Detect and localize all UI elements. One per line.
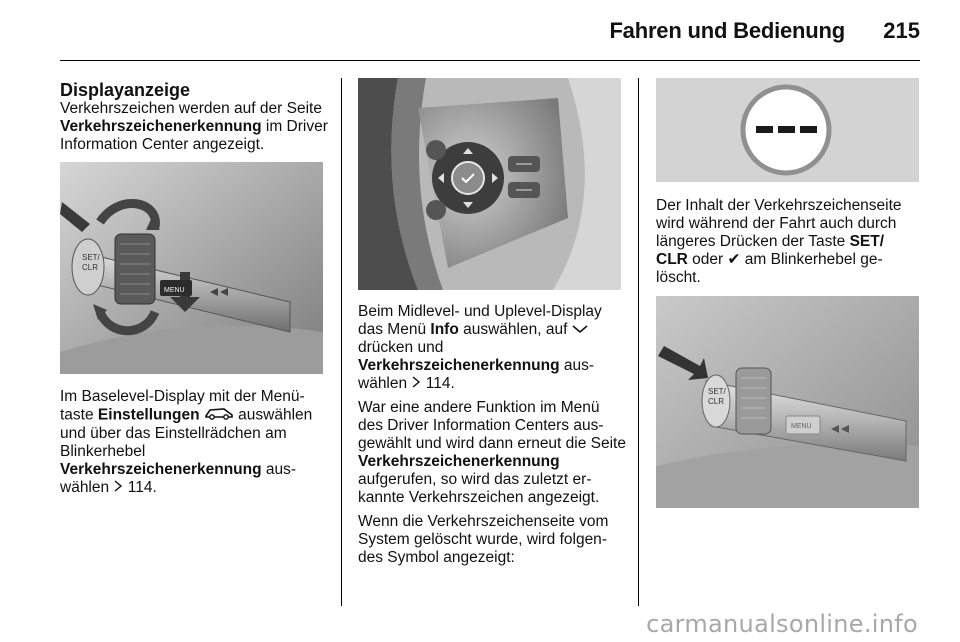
car-settings-icon	[204, 406, 234, 425]
watermark: carmanualsonline.info	[646, 610, 918, 638]
header-rule	[60, 60, 920, 61]
stalk-menu-label: MENU	[164, 287, 185, 294]
reselect-paragraph: War eine andere Funktion im Menü des Driver Information Centers ausgewählt und wird dann erneut die Seite Verkehrszeichenerkennung aufgerufen, so wird das zuletzt erkannte Verkehrszeichen angezeigt.	[358, 399, 626, 507]
column-divider	[638, 78, 639, 606]
no-sign-display	[656, 78, 919, 182]
stalk-set-clr-photo	[656, 296, 919, 508]
stalk-clr-label: CLR	[708, 397, 725, 406]
ref-arrow-icon	[113, 479, 123, 497]
stalk-set-label: SET/	[708, 387, 726, 396]
column-1	[60, 80, 328, 160]
steering-wheel-photo	[358, 78, 621, 290]
column-2	[358, 303, 626, 573]
stalk-wheel-photo	[60, 162, 323, 374]
deleted-paragraph: Wenn die Verkehrszeichenseite vom System gelöscht wurde, wird folgendes Symbol angezeigt:	[358, 513, 609, 567]
column-divider	[341, 78, 342, 606]
stalk-menu-label: MENU	[791, 423, 812, 430]
page-number: 215	[883, 18, 920, 43]
no-sign-icon	[656, 78, 919, 182]
checkmark-icon: ✔	[727, 251, 741, 268]
column-3	[656, 197, 920, 293]
baselevel-paragraph: Im Baselevel-Display mit der Menütaste Einstellungen auswählen und über das Einstellrädchen am Blinkerhebel Verkehrszeichenerkennung auswählen 114.	[60, 388, 313, 497]
column-1-lower	[60, 388, 328, 503]
ref-arrow-icon	[411, 375, 421, 393]
stalk-clr-label: CLR	[82, 263, 99, 272]
chevron-down-icon	[572, 321, 588, 339]
delete-content-paragraph: Der Inhalt der Verkehrszeichenseite wird während der Fahrt auch durch längeres Drücken der Taste SET/ CLR oder ✔ am Blinkerhebel gelöscht.	[656, 197, 902, 286]
midlevel-paragraph: Beim Midlevel- und Uplevel-Display das Menü Info auswählen, auf drücken und Verkehrszeichenerkennung auswählen 114.	[358, 303, 602, 393]
intro-paragraph: Verkehrszeichen werden auf der Seite Verkehrszeichenerkennung im Driver Information Center angezeigt.	[60, 100, 328, 153]
stalk-set-label: SET/	[82, 253, 100, 262]
page-header-title: Fahren und Bedienung	[609, 18, 845, 43]
section-heading: Displayanzeige	[60, 80, 191, 100]
